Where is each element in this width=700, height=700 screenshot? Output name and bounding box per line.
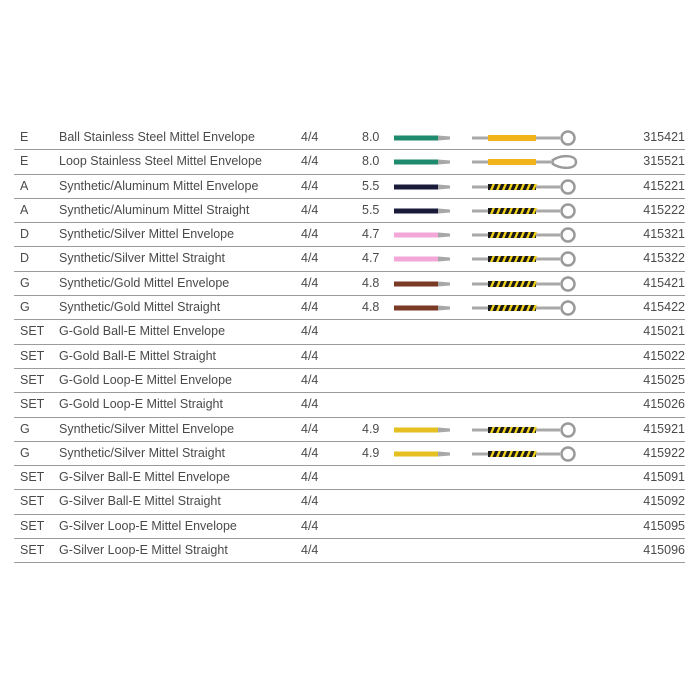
- string-code: D: [20, 251, 30, 266]
- string-fraction: 4/4: [301, 300, 319, 315]
- wire-segment: [536, 452, 560, 455]
- string-code: G: [20, 300, 30, 315]
- table-row: [14, 126, 685, 150]
- string-fraction: 4/4: [301, 154, 319, 169]
- color-swatch: [394, 160, 438, 165]
- wire-segment: [472, 428, 488, 431]
- catalog-number: 415096: [643, 543, 685, 558]
- string-code: A: [20, 178, 29, 193]
- table-row: [14, 320, 685, 344]
- string-size: 4.9: [362, 421, 380, 436]
- wire-segment: [472, 185, 488, 188]
- string-fraction: 4/4: [301, 397, 319, 412]
- catalog-number: 415422: [643, 300, 685, 315]
- string-code: G: [20, 275, 30, 290]
- string-illustration: [394, 178, 594, 196]
- string-code: E: [20, 130, 29, 144]
- table-row: [14, 393, 685, 417]
- string-name: Loop Stainless Steel Mittel Envelope: [59, 154, 262, 169]
- string-fraction: 4/4: [301, 445, 319, 460]
- catalog-number: 315421: [643, 130, 685, 144]
- string-fraction: 4/4: [301, 494, 319, 509]
- string-tip: [438, 257, 450, 262]
- wire-segment: [536, 185, 560, 188]
- string-tip: [438, 208, 450, 213]
- wire-segment: [472, 282, 488, 285]
- catalog-number: 415322: [643, 251, 685, 266]
- table-row: [14, 369, 685, 393]
- string-name: Synthetic/Silver Mittel Straight: [59, 445, 226, 460]
- string-tip: [438, 136, 450, 141]
- ball-end: [562, 302, 575, 315]
- wire-segment: [536, 234, 560, 237]
- string-name: Ball Stainless Steel Mittel Envelope: [59, 130, 255, 144]
- string-winding: [488, 135, 536, 141]
- table-row: [14, 539, 685, 563]
- table-row: [14, 223, 685, 247]
- table-row: [14, 442, 685, 466]
- string-fraction: 4/4: [301, 518, 319, 533]
- wire-segment: [536, 161, 554, 164]
- string-name: G-Gold Ball-E Mittel Straight: [59, 348, 216, 363]
- loop-end: [552, 156, 576, 168]
- string-winding: [488, 159, 536, 165]
- string-illustration: [394, 250, 594, 268]
- string-size: 5.5: [362, 202, 380, 217]
- string-fraction: 4/4: [301, 348, 319, 363]
- wire-segment: [536, 428, 560, 431]
- string-code: SET: [20, 324, 45, 339]
- string-name: Synthetic/Silver Mittel Straight: [59, 251, 226, 266]
- string-illustration: [394, 421, 594, 439]
- string-name: Synthetic/Aluminum Mittel Envelope: [59, 178, 259, 193]
- string-size: 4.7: [362, 251, 380, 266]
- wire-segment: [536, 307, 560, 310]
- string-fraction: 4/4: [301, 470, 319, 485]
- string-name: Synthetic/Gold Mittel Envelope: [59, 275, 230, 290]
- string-code: SET: [20, 372, 45, 387]
- string-tip: [438, 306, 450, 311]
- string-illustration: [394, 275, 594, 293]
- string-tip: [438, 281, 450, 286]
- table-row: [14, 490, 685, 514]
- string-size: 4.9: [362, 445, 380, 460]
- wire-segment: [472, 137, 488, 140]
- catalog-number: 415321: [643, 227, 685, 242]
- string-illustration: [394, 202, 594, 220]
- string-fraction: 4/4: [301, 130, 319, 144]
- string-tip: [438, 184, 450, 189]
- string-code: SET: [20, 348, 45, 363]
- string-code: G: [20, 445, 30, 460]
- ball-end: [562, 229, 575, 242]
- string-size: 4.7: [362, 227, 380, 242]
- string-tip: [438, 160, 450, 165]
- color-swatch: [394, 233, 438, 238]
- string-name: G-Silver Ball-E Mittel Envelope: [59, 470, 230, 485]
- string-code: SET: [20, 397, 45, 412]
- string-code: G: [20, 421, 30, 436]
- color-swatch: [394, 257, 438, 262]
- table-row: [14, 272, 685, 296]
- ball-end: [562, 447, 575, 460]
- ball-end: [562, 180, 575, 193]
- string-code: SET: [20, 543, 45, 558]
- string-fraction: 4/4: [301, 178, 319, 193]
- color-swatch: [394, 281, 438, 286]
- string-illustration: [394, 226, 594, 244]
- string-fraction: 4/4: [301, 202, 319, 217]
- catalog-number: 415026: [643, 397, 685, 412]
- catalog-number: 415922: [643, 445, 685, 460]
- wire-segment: [472, 452, 488, 455]
- color-swatch: [394, 136, 438, 141]
- catalog-number: 415022: [643, 348, 685, 363]
- ball-end: [562, 277, 575, 290]
- string-size: 5.5: [362, 178, 380, 193]
- catalog-number: 415421: [643, 275, 685, 290]
- string-illustration: [394, 299, 594, 317]
- color-swatch: [394, 306, 438, 311]
- string-size: 8.0: [362, 130, 380, 144]
- string-fraction: 4/4: [301, 372, 319, 387]
- wire-segment: [472, 161, 488, 164]
- string-fraction: 4/4: [301, 421, 319, 436]
- string-size: 4.8: [362, 275, 380, 290]
- table-row: [14, 466, 685, 490]
- table-row: [14, 296, 685, 320]
- table-row: [14, 150, 685, 174]
- wire-segment: [536, 209, 560, 212]
- string-fraction: 4/4: [301, 275, 319, 290]
- table-row: [14, 199, 685, 223]
- string-tip: [438, 451, 450, 456]
- ball-end: [562, 204, 575, 217]
- string-name: Synthetic/Silver Mittel Envelope: [59, 421, 235, 436]
- string-name: Synthetic/Aluminum Mittel Straight: [59, 202, 250, 217]
- catalog-number: 415921: [643, 421, 685, 436]
- catalog-number: 415095: [643, 518, 685, 533]
- table-row: [14, 175, 685, 199]
- color-swatch: [394, 208, 438, 213]
- catalog-number: 415025: [643, 372, 685, 387]
- string-name: Synthetic/Gold Mittel Straight: [59, 300, 221, 315]
- string-illustration: [394, 153, 594, 171]
- table-row: [14, 418, 685, 442]
- string-illustration: [394, 129, 594, 147]
- strings-table: [14, 126, 685, 563]
- wire-segment: [472, 307, 488, 310]
- string-code: SET: [20, 518, 45, 533]
- table-row: [14, 515, 685, 539]
- ball-end: [562, 423, 575, 436]
- string-name: G-Gold Loop-E Mittel Envelope: [59, 372, 233, 387]
- wire-segment: [536, 282, 560, 285]
- string-code: D: [20, 227, 30, 242]
- string-name: G-Silver Ball-E Mittel Straight: [59, 494, 221, 509]
- string-fraction: 4/4: [301, 324, 319, 339]
- ball-end: [562, 253, 575, 266]
- string-name: Synthetic/Silver Mittel Envelope: [59, 227, 235, 242]
- string-name: G-Silver Loop-E Mittel Envelope: [59, 518, 237, 533]
- wire-segment: [472, 258, 488, 261]
- color-swatch: [394, 451, 438, 456]
- ball-end: [562, 132, 575, 145]
- string-size: 8.0: [362, 154, 380, 169]
- color-swatch: [394, 427, 438, 432]
- string-size: 4.8: [362, 300, 380, 315]
- string-name: G-Gold Loop-E Mittel Straight: [59, 397, 223, 412]
- catalog-number: 415092: [643, 494, 685, 509]
- catalog-number: 415222: [643, 202, 685, 217]
- string-fraction: 4/4: [301, 251, 319, 266]
- wire-segment: [536, 137, 560, 140]
- string-code: E: [20, 154, 29, 169]
- catalog-number: 315521: [643, 154, 685, 169]
- string-tip: [438, 233, 450, 238]
- string-name: G-Gold Ball-E Mittel Envelope: [59, 324, 226, 339]
- wire-segment: [472, 234, 488, 237]
- catalog-number: 415091: [643, 470, 685, 485]
- string-fraction: 4/4: [301, 543, 319, 558]
- wire-segment: [536, 258, 560, 261]
- table-row: [14, 247, 685, 271]
- table-row: [14, 345, 685, 369]
- string-code: SET: [20, 494, 45, 509]
- string-tip: [438, 427, 450, 432]
- catalog-number: 415221: [643, 178, 685, 193]
- string-name: G-Silver Loop-E Mittel Straight: [59, 543, 228, 558]
- string-fraction: 4/4: [301, 227, 319, 242]
- wire-segment: [472, 209, 488, 212]
- color-swatch: [394, 184, 438, 189]
- string-code: SET: [20, 470, 45, 485]
- catalog-number: 415021: [643, 324, 685, 339]
- string-illustration: [394, 445, 594, 463]
- string-code: A: [20, 202, 29, 217]
